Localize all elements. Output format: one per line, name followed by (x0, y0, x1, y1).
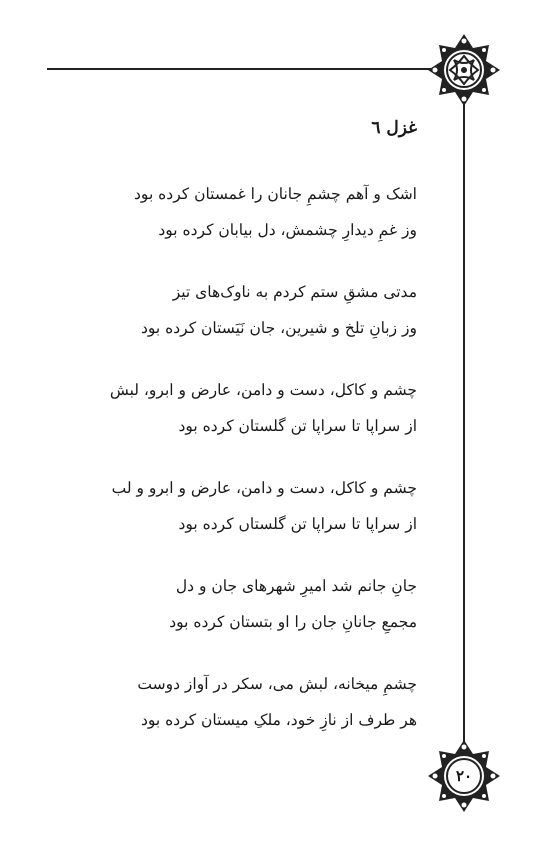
verse-line: مدتی مشقِ ستم کردم به ناوک‌های تیز (172, 283, 417, 301)
page-number: ٢٠ (455, 767, 473, 785)
verse-line: وز زبانِ تلخ و شیرین، جان نَیَستان کرده بود (140, 319, 417, 337)
stanza (87, 372, 417, 444)
verse-line: وز غمِ دیدارِ چشمش، دل بیابان کرده بود (158, 221, 417, 239)
verse-line: مجمعِ جانانِ جان را او بتستان کرده بود (169, 613, 417, 631)
right-vertical-rule (463, 98, 465, 744)
top-horizontal-rule (47, 68, 432, 70)
verse-line: اشک و آهم چشمِ جانان را غمستان کرده بود (134, 185, 417, 203)
verse-line: از سراپا تا سراپا تن گلستاں کرده بود (178, 515, 417, 533)
stanza (87, 666, 417, 738)
poem-body (87, 110, 417, 738)
stanza (87, 176, 417, 248)
poem-title: غزل ٦ (371, 118, 417, 138)
verse-line: هر طرف از نازِ خود، ملکِ میستان کرده بود (141, 711, 417, 729)
verse-line: چشم و کاکل، دست و دامن، عارض و ابرو و لب (111, 479, 417, 497)
stanza (87, 274, 417, 346)
verse-line: چشم و کاکل، دست و دامن، عارض و ابرو، لبش (109, 381, 417, 399)
verse-line: از سراپا تا سراپا تن گلستان کرده بود (178, 417, 417, 435)
verse-line: چشمِ میخانه، لبش می، سکر در آواز دوست (137, 675, 417, 693)
stanza (87, 470, 417, 542)
star-rosette-icon (426, 32, 502, 108)
verse-line: جانِ جانم شد امیرِ شهرهای جان و دل (175, 577, 417, 595)
stanza (87, 568, 417, 640)
